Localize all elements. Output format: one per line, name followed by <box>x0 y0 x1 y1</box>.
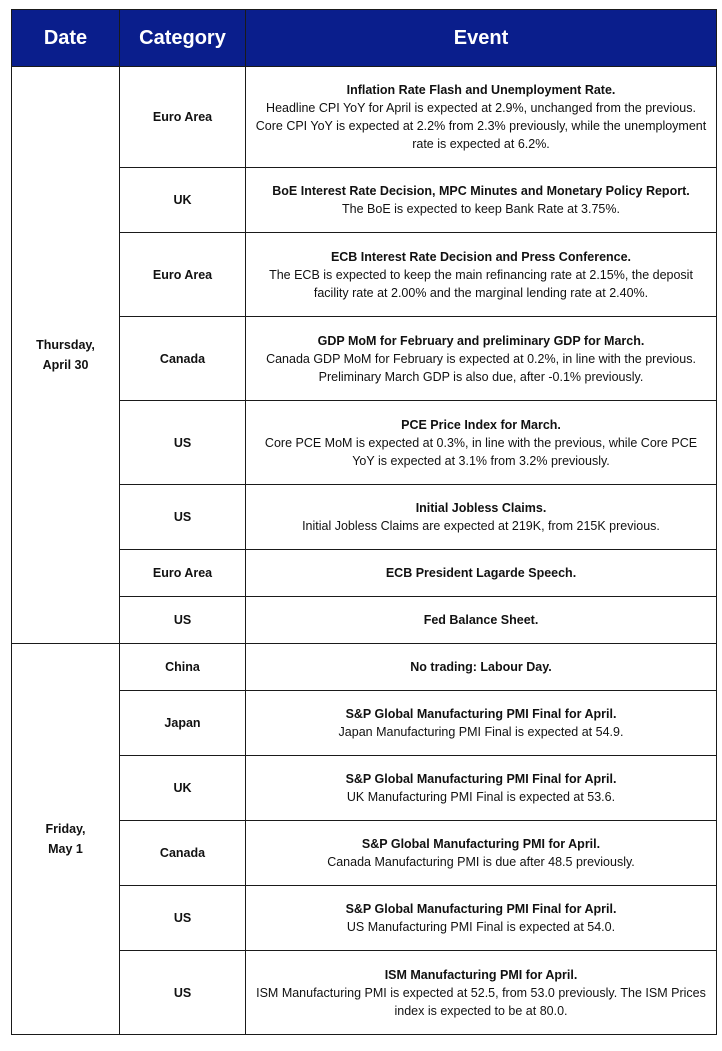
event-cell <box>246 644 717 691</box>
event-cell <box>246 756 717 821</box>
event-description: Canada GDP MoM for February is expected at 0.2%, in line with the previous. Preliminary March GDP is also due, after -0.1% previously. <box>266 351 696 384</box>
event-title: PCE Price Index for March. <box>401 417 561 432</box>
event-title: ECB President Lagarde Speech. <box>385 566 577 580</box>
event-description: The ECB is expected to keep the main refinancing rate at 2.15%, the deposit facility rate at 2.00% and the marginal lending rate at 2.40%. <box>269 267 693 300</box>
date-weekday: Thursday, <box>36 338 95 352</box>
calendar-table-wrapper <box>11 9 716 1035</box>
table-row <box>12 67 717 168</box>
event-title: No trading: Labour Day. <box>410 660 552 674</box>
event-title: BoE Interest Rate Decision, MPC Minutes and Monetary Policy Report. <box>272 184 690 198</box>
date-cell <box>12 644 120 1035</box>
event-description: The BoE is expected to keep Bank Rate at 3.75%. <box>342 202 620 216</box>
event-cell <box>246 550 717 597</box>
event-cell <box>246 485 717 550</box>
category-cell: US <box>120 951 246 1035</box>
event-title: Inflation Rate Flash and Unemployment Rate. <box>346 83 616 97</box>
event-cell <box>246 691 717 756</box>
event-cell <box>246 597 717 644</box>
date-cell <box>12 67 120 644</box>
category-cell: Canada <box>120 317 246 401</box>
date-day: April 30 <box>42 358 89 372</box>
event-title: ECB Interest Rate Decision and Press Conference. <box>330 249 632 264</box>
event-cell <box>246 886 717 951</box>
date-weekday: Friday, <box>45 822 86 836</box>
event-title: Fed Balance Sheet. <box>423 613 539 627</box>
event-title: S&P Global Manufacturing PMI Final for April. <box>345 707 617 721</box>
category-cell: US <box>120 401 246 485</box>
category-cell: Canada <box>120 821 246 886</box>
economic-calendar-table <box>11 9 717 1035</box>
event-cell <box>246 821 717 886</box>
category-cell: Euro Area <box>120 550 246 597</box>
event-cell <box>246 168 717 233</box>
category-cell: Euro Area <box>120 233 246 317</box>
event-title: GDP MoM for February and preliminary GDP for March. <box>317 333 645 348</box>
event-description: UK Manufacturing PMI Final is expected at 53.6. <box>346 790 616 804</box>
header-row <box>12 10 717 67</box>
event-description: Headline CPI YoY for April is expected at 2.9%, unchanged from the previous. Core CPI YoY is expected at 2.2% from 2.3% previously, while the unemployment rate is expected at 6.2%. <box>255 101 707 151</box>
event-cell <box>246 233 717 317</box>
event-title: Initial Jobless Claims. <box>415 501 547 515</box>
category-cell: US <box>120 886 246 951</box>
event-title: S&P Global Manufacturing PMI Final for April. <box>345 772 617 786</box>
event-description: ISM Manufacturing PMI is expected at 52.5, from 53.0 previously. The ISM Prices index is expected to be at 80.0. <box>256 985 706 1018</box>
event-description: Initial Jobless Claims are expected at 219K, from 215K previous. <box>302 519 660 533</box>
event-description: US Manufacturing PMI Final is expected at 54.0. <box>346 920 616 934</box>
event-title: S&P Global Manufacturing PMI for April. <box>361 837 601 851</box>
category-cell: Euro Area <box>120 67 246 168</box>
event-title: S&P Global Manufacturing PMI Final for April. <box>345 902 617 916</box>
header-category: Category <box>120 10 246 67</box>
event-cell <box>246 67 717 168</box>
category-cell: US <box>120 485 246 550</box>
table-row <box>12 644 717 691</box>
event-cell <box>246 951 717 1035</box>
date-day: May 1 <box>48 842 83 856</box>
header-event: Event <box>246 10 717 67</box>
event-description: Japan Manufacturing PMI Final is expected at 54.9. <box>338 725 624 739</box>
event-title: ISM Manufacturing PMI for April. <box>384 967 578 982</box>
category-cell: Japan <box>120 691 246 756</box>
event-description: Core PCE MoM is expected at 0.3%, in line with the previous, while Core PCE YoY is expected at 3.1% from 3.2% previously. <box>264 435 698 468</box>
header-date: Date <box>12 10 120 67</box>
category-cell: US <box>120 597 246 644</box>
event-description: Canada Manufacturing PMI is due after 48.5 previously. <box>327 855 635 869</box>
event-cell <box>246 317 717 401</box>
category-cell: China <box>120 644 246 691</box>
category-cell: UK <box>120 756 246 821</box>
event-cell <box>246 401 717 485</box>
category-cell: UK <box>120 168 246 233</box>
